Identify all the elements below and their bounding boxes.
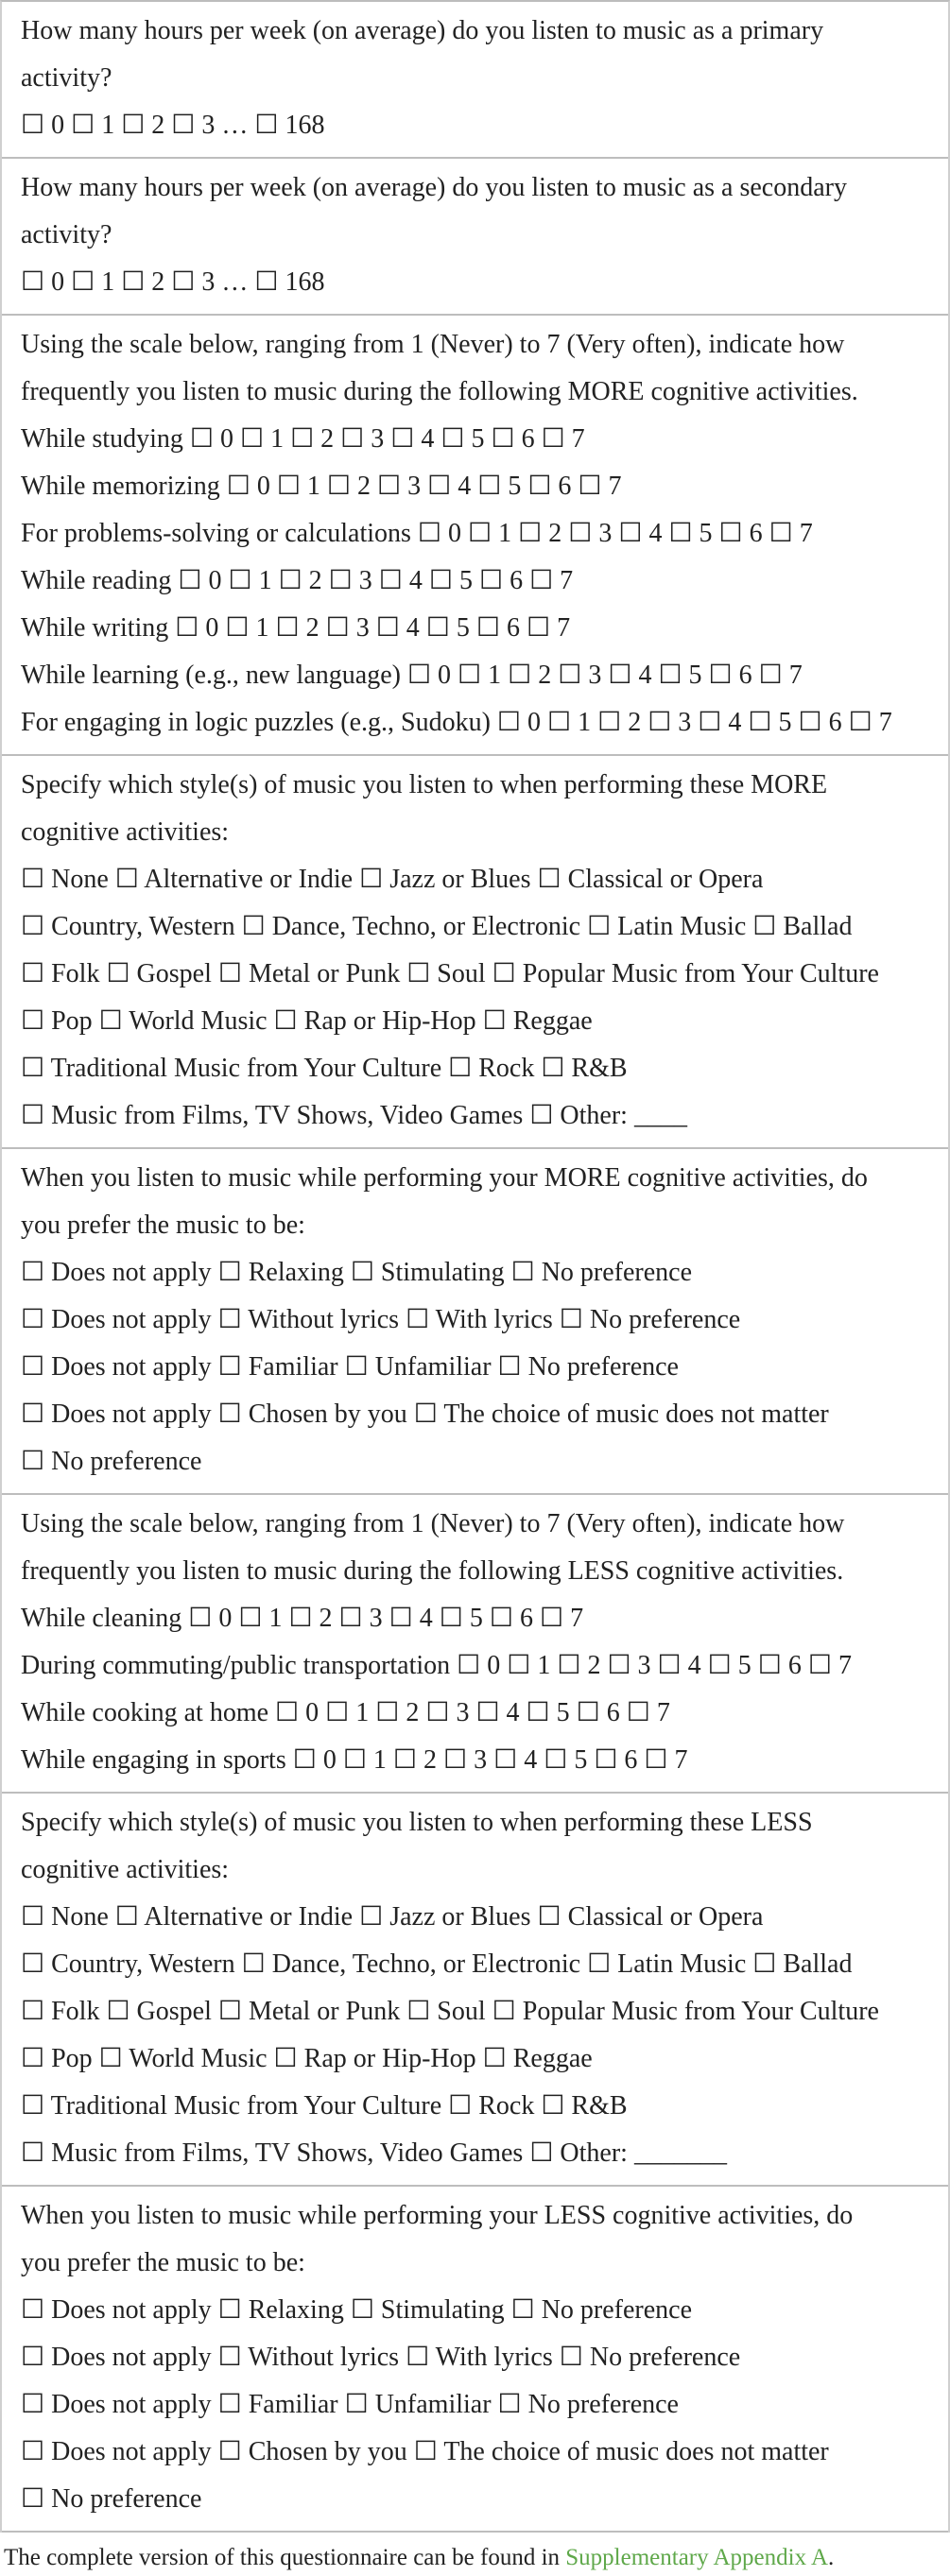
question-line: Specify which style(s) of music you listen to when performing these LESS <box>21 1808 813 1837</box>
question-line: When you listen to music while performing your MORE cognitive activities, do <box>21 1163 868 1193</box>
question-line: ☐ Traditional Music from Your Culture ☐ Rock ☐ R&B <box>21 1054 628 1083</box>
question-block <box>2 1495 948 1794</box>
question-line: ☐ Pop ☐ World Music ☐ Rap or Hip-Hop ☐ Reggae <box>21 1006 593 1036</box>
question-block <box>2 316 948 756</box>
question-line: ☐ Country, Western ☐ Dance, Techno, or Electronic ☐ Latin Music ☐ Ballad <box>21 1949 853 1979</box>
question-line: While studying ☐ 0 ☐ 1 ☐ 2 ☐ 3 ☐ 4 ☐ 5 ☐ 6 ☐ 7 <box>21 424 585 454</box>
question-block <box>2 2 948 159</box>
question-block <box>2 1794 948 2187</box>
question-line: ☐ Does not apply ☐ Without lyrics ☐ With lyrics ☐ No preference <box>21 2343 741 2372</box>
question-line: ☐ Pop ☐ World Music ☐ Rap or Hip-Hop ☐ Reggae <box>21 2044 593 2073</box>
table-footnote <box>0 2533 950 2576</box>
question-line: frequently you listen to music during the following LESS cognitive activities. <box>21 1556 844 1586</box>
question-block <box>2 1149 948 1495</box>
question-line: During commuting/public transportation ☐ 0 ☐ 1 ☐ 2 ☐ 3 ☐ 4 ☐ 5 ☐ 6 ☐ 7 <box>21 1651 852 1680</box>
question-line: activity? <box>21 63 112 93</box>
question-line: ☐ Does not apply ☐ Familiar ☐ Unfamiliar ☐ No preference <box>21 2390 679 2419</box>
question-line: frequently you listen to music during the following MORE cognitive activities. <box>21 377 858 406</box>
question-line: How many hours per week (on average) do you listen to music as a primary <box>21 16 824 45</box>
question-line: cognitive activities: <box>21 817 230 847</box>
question-line: ☐ Music from Films, TV Shows, Video Games ☐ Other: ____ <box>21 1101 687 1130</box>
question-line: ☐ No preference <box>21 2484 202 2514</box>
question-line: When you listen to music while performing your LESS cognitive activities, do <box>21 2201 854 2230</box>
question-line: cognitive activities: <box>21 1855 230 1884</box>
question-block <box>2 159 948 316</box>
question-line: ☐ Country, Western ☐ Dance, Techno, or Electronic ☐ Latin Music ☐ Ballad <box>21 912 853 941</box>
question-line: ☐ Folk ☐ Gospel ☐ Metal or Punk ☐ Soul ☐ Popular Music from Your Culture <box>21 1997 879 2026</box>
question-line: ☐ Does not apply ☐ Familiar ☐ Unfamiliar ☐ No preference <box>21 1352 679 1382</box>
question-line: ☐ Folk ☐ Gospel ☐ Metal or Punk ☐ Soul ☐ Popular Music from Your Culture <box>21 959 879 988</box>
question-line: ☐ 0 ☐ 1 ☐ 2 ☐ 3 … ☐ 168 <box>21 267 325 297</box>
question-line: ☐ Does not apply ☐ Relaxing ☐ Stimulating ☐ No preference <box>21 2295 693 2325</box>
question-block <box>2 2187 948 2533</box>
question-block <box>2 756 948 1149</box>
question-line: you prefer the music to be: <box>21 1211 305 1240</box>
question-line: ☐ Does not apply ☐ Chosen by you ☐ The choice of music does not matter <box>21 1400 829 1429</box>
question-line: you prefer the music to be: <box>21 2248 305 2277</box>
question-line: ☐ Does not apply ☐ Relaxing ☐ Stimulating ☐ No preference <box>21 1258 693 1287</box>
question-line: ☐ None ☐ Alternative or Indie ☐ Jazz or Blues ☐ Classical or Opera <box>21 865 764 894</box>
question-line: Specify which style(s) of music you listen to when performing these MORE <box>21 770 828 799</box>
question-line: Using the scale below, ranging from 1 (Never) to 7 (Very often), indicate how <box>21 1509 845 1538</box>
question-line: While cooking at home ☐ 0 ☐ 1 ☐ 2 ☐ 3 ☐ 4 ☐ 5 ☐ 6 ☐ 7 <box>21 1698 670 1727</box>
supplementary-appendix-link[interactable]: Supplementary Appendix A <box>565 2545 829 2570</box>
question-line: ☐ Does not apply ☐ Without lyrics ☐ With lyrics ☐ No preference <box>21 1305 741 1334</box>
question-line: How many hours per week (on average) do you listen to music as a secondary <box>21 173 847 202</box>
question-line: While cleaning ☐ 0 ☐ 1 ☐ 2 ☐ 3 ☐ 4 ☐ 5 ☐ 6 ☐ 7 <box>21 1604 584 1633</box>
footnote-end: . <box>828 2545 835 2570</box>
question-line: Using the scale below, ranging from 1 (Never) to 7 (Very often), indicate how <box>21 330 845 359</box>
question-line: While learning (e.g., new language) ☐ 0 ☐ 1 ☐ 2 ☐ 3 ☐ 4 ☐ 5 ☐ 6 ☐ 7 <box>21 661 803 690</box>
question-line: ☐ None ☐ Alternative or Indie ☐ Jazz or Blues ☐ Classical or Opera <box>21 1902 764 1932</box>
question-line: For engaging in logic puzzles (e.g., Sudoku) ☐ 0 ☐ 1 ☐ 2 ☐ 3 ☐ 4 ☐ 5 ☐ 6 ☐ 7 <box>21 708 892 737</box>
question-line: While engaging in sports ☐ 0 ☐ 1 ☐ 2 ☐ 3 ☐ 4 ☐ 5 ☐ 6 ☐ 7 <box>21 1745 688 1775</box>
question-line: For problems-solving or calculations ☐ 0 ☐ 1 ☐ 2 ☐ 3 ☐ 4 ☐ 5 ☐ 6 ☐ 7 <box>21 519 813 548</box>
question-line: ☐ Music from Films, TV Shows, Video Games ☐ Other: _______ <box>21 2138 727 2168</box>
question-line: While memorizing ☐ 0 ☐ 1 ☐ 2 ☐ 3 ☐ 4 ☐ 5 ☐ 6 ☐ 7 <box>21 472 622 501</box>
question-line: ☐ No preference <box>21 1447 202 1476</box>
question-line: ☐ Traditional Music from Your Culture ☐ Rock ☐ R&B <box>21 2091 628 2121</box>
question-line: ☐ 0 ☐ 1 ☐ 2 ☐ 3 … ☐ 168 <box>21 111 325 140</box>
question-line: activity? <box>21 220 112 249</box>
question-line: While writing ☐ 0 ☐ 1 ☐ 2 ☐ 3 ☐ 4 ☐ 5 ☐ 6 ☐ 7 <box>21 613 571 643</box>
question-line: ☐ Does not apply ☐ Chosen by you ☐ The choice of music does not matter <box>21 2437 829 2466</box>
question-line: While reading ☐ 0 ☐ 1 ☐ 2 ☐ 3 ☐ 4 ☐ 5 ☐ 6 ☐ 7 <box>21 566 574 595</box>
footnote-text: The complete version of this questionnaire can be found in <box>4 2545 566 2570</box>
